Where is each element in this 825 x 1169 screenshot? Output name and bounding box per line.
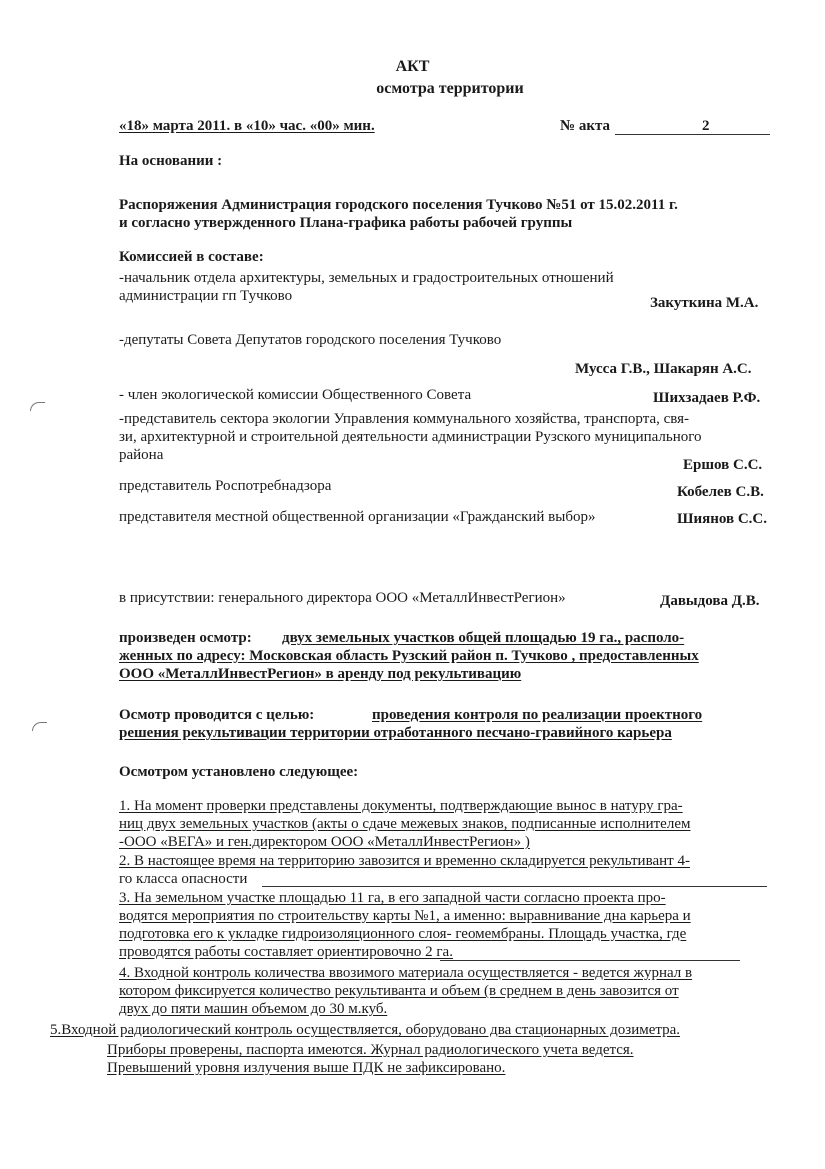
finding-4-line-1: 4. Входной контроль количества ввозимого материала осуществляется - ведется журнал в	[119, 965, 693, 981]
act-date: «18» марта 2011. в «10» час. «00» мин.	[119, 118, 375, 134]
presence-name: Давыдова Д.В.	[660, 593, 760, 609]
finding-5-line-3: Превышений уровня излучения выше ПДК не зафиксировано.	[107, 1060, 506, 1076]
act-number-label: № акта	[560, 118, 611, 134]
act-subtitle: осмотра территории	[376, 80, 524, 97]
finding-4-line-2: котором фиксируется количество рекультиванта и объем (в среднем в день завозится от	[119, 983, 679, 999]
finding-3-line-2: водятся мероприятия по строительству карты №1, а именно: выравнивание дна карьера и	[119, 908, 691, 924]
scan-mark-2	[32, 722, 47, 731]
finding-1-line-1: 1. На момент проверки представлены документы, подтверждающие вынос в натуру гра-	[119, 798, 683, 814]
member-4-line-1: -представитель сектора экологии Управления коммунального хозяйства, транспорта, свя-	[119, 411, 690, 427]
finding-2-line-1: 2. В настоящее время на территорию завозится и временно складируется рекультивант 4-	[119, 853, 690, 869]
finding-3-line-4: проводятся работы составляет ориентировочно 2 га.	[119, 944, 453, 960]
member-1-line-1: -начальник отдела архитектуры, земельных и градостроительных отношений	[119, 270, 614, 286]
finding-4-line-3: двух до пяти машин объемом до 30 м.куб.	[119, 1001, 388, 1017]
member-5-line-1: представитель Роспотребнадзора	[119, 478, 332, 494]
inspection-label: произведен осмотр:	[119, 630, 252, 646]
act-number-line	[615, 134, 770, 135]
member-3-name: Шихзадаев Р.Ф.	[653, 390, 761, 406]
commission-label: Комиссией в составе:	[119, 249, 264, 265]
basis-line-2: и согласно утвержденного Плана-графика работы рабочей группы	[119, 215, 573, 231]
act-number: 2	[702, 118, 710, 134]
inspection-line-2: женных по адресу: Московская область Рузский район п. Тучково , предоставленных	[119, 648, 699, 664]
purpose-line-2: решения рекультивации территории отработанного песчано-гравийного карьера	[119, 725, 672, 741]
finding-5-line-1: 5.Входной радиологический контроль осуществляется, оборудовано два стационарных дозиметра.	[50, 1022, 681, 1038]
act-title: АКТ	[395, 58, 430, 75]
finding-1-line-2: ниц двух земельных участков (акты о сдаче межевых знаков, подписанные исполнителем	[119, 816, 691, 832]
inspection-line-3: ООО «МеталлИнвестРегион» в аренду под рекультивацию	[119, 666, 522, 682]
member-4-line-2: зи, архитектурной и строительной деятельности администрации Рузского муниципального	[119, 429, 702, 445]
purpose-line-1: проведения контроля по реализации проектного	[372, 707, 703, 723]
member-5-name: Кобелев С.В.	[677, 484, 764, 500]
finding-5-line-2: Приборы проверены, паспорта имеются. Журнал радиологического учета ведется.	[107, 1042, 634, 1058]
member-6-name: Шиянов С.С.	[677, 511, 768, 527]
finding-3-fill-line	[440, 960, 740, 961]
basis-line-1: Распоряжения Администрация городского поселения Тучково №51 от 15.02.2011 г.	[119, 197, 678, 213]
member-4-line-3: района	[119, 447, 164, 463]
finding-1-line-3: -ООО «ВЕГА» и ген.директором ООО «МеталлИнвестРегион» )	[119, 834, 530, 850]
finding-3-line-1: 3. На земельном участке площадью 11 га, в его западной части согласно проекта про-	[119, 890, 666, 906]
member-3-line-1: - член экологической комиссии Общественного Совета	[119, 387, 472, 403]
presence-text: в присутствии: генерального директора ООО «МеталлИнвестРегион»	[119, 590, 566, 606]
member-6-line-1: представителя местной общественной организации «Гражданский выбор»	[119, 509, 596, 525]
member-2-name: Мусса Г.В., Шакарян А.С.	[575, 361, 752, 377]
member-2-line-1: -депутаты Совета Депутатов городского поселения Тучково	[119, 332, 502, 348]
findings-label: Осмотром установлено следующее:	[119, 764, 359, 780]
scan-mark-1	[30, 402, 45, 411]
finding-2-fill-line	[262, 886, 767, 887]
inspection-line-1: двух земельных участков общей площадью 19 га., располо-	[282, 630, 685, 646]
finding-2-line-2: го класса опасности	[119, 871, 248, 887]
member-4-name: Ершов С.С.	[683, 457, 763, 473]
purpose-label: Осмотр проводится с целью:	[119, 707, 315, 723]
finding-3-line-3: подготовка его к укладке гидроизоляционного слоя- геомембраны. Площадь участка, где	[119, 926, 687, 942]
member-1-line-2: администрации гп Тучково	[119, 288, 293, 304]
member-1-name: Закуткина М.А.	[650, 295, 759, 311]
basis-label: На основании :	[119, 153, 223, 169]
